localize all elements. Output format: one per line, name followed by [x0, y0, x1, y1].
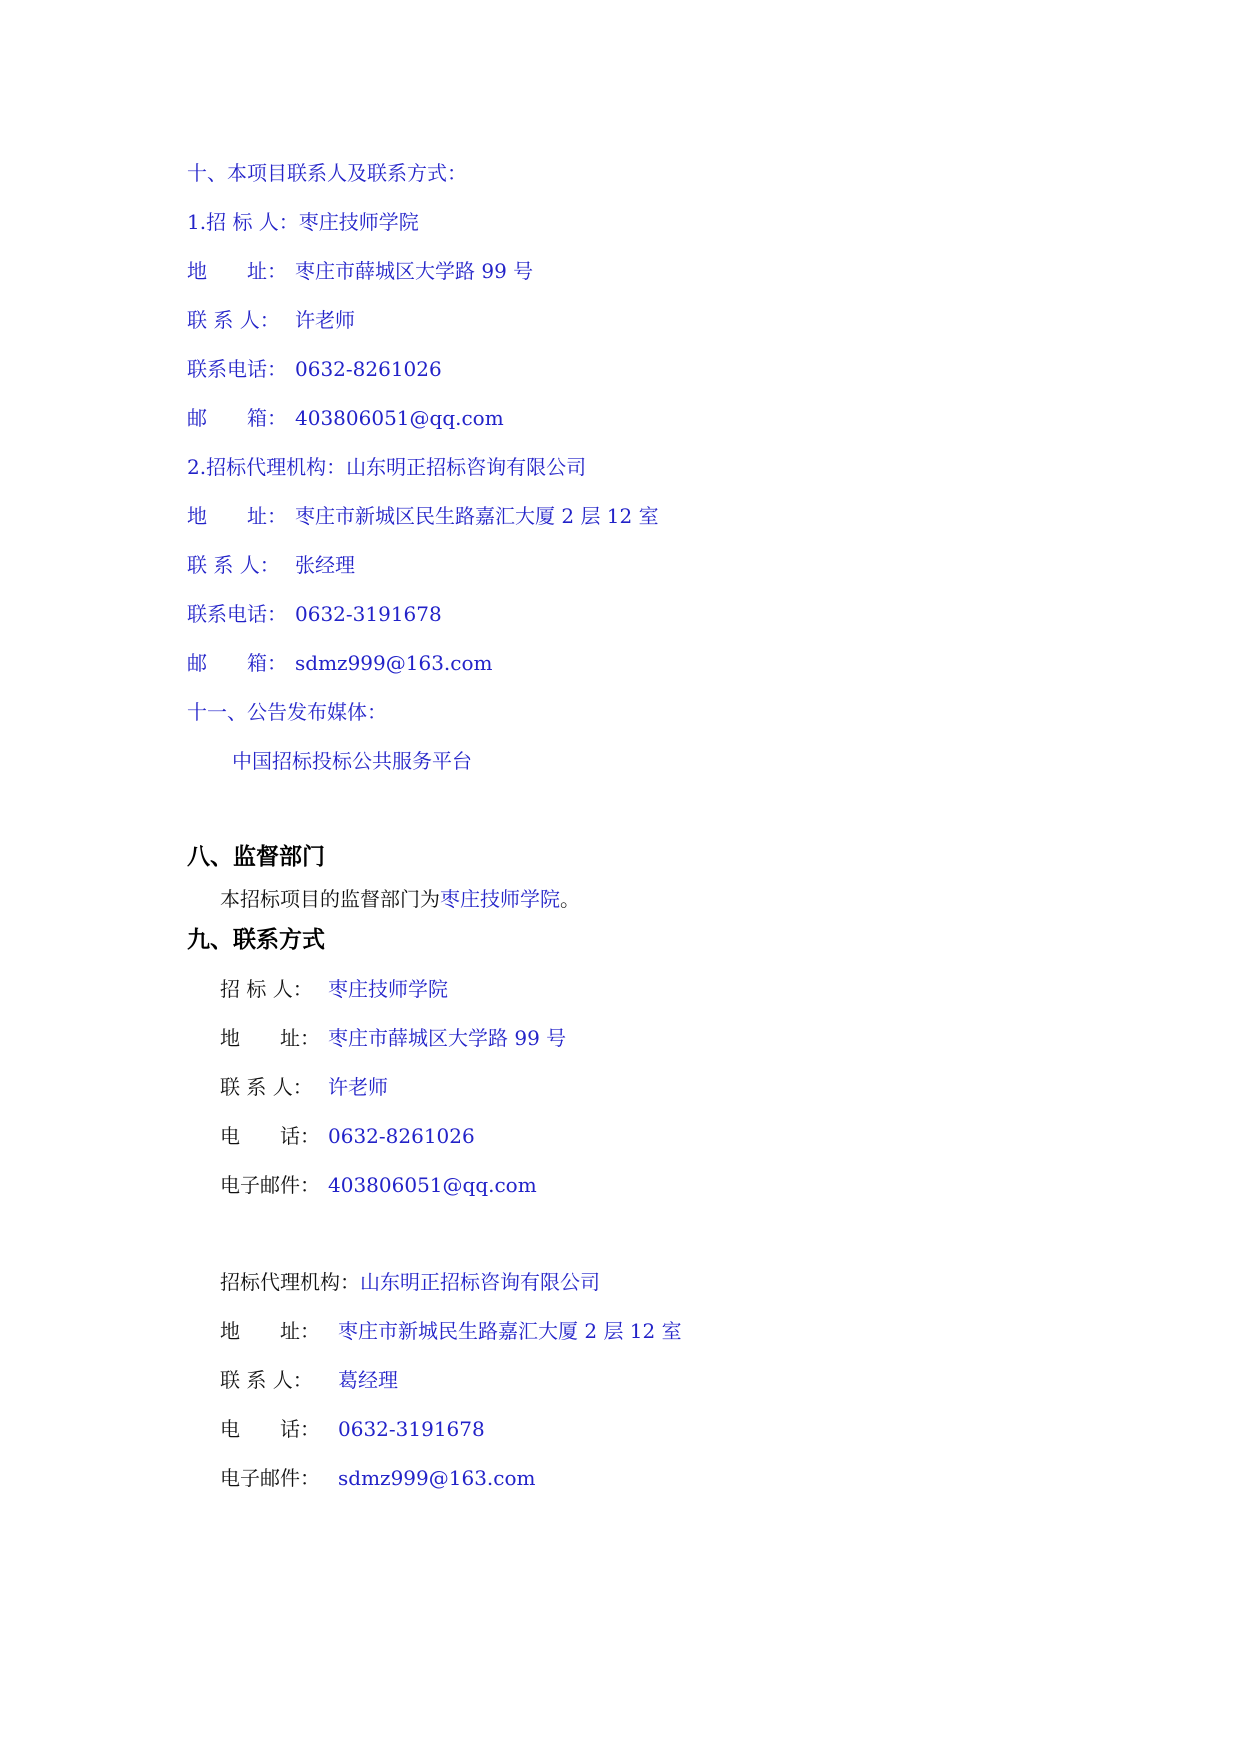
- s9-agency-email-row: [220, 1465, 535, 1491]
- s9-agency-value: 山东明正招标咨询有限公司: [360, 1270, 600, 1294]
- s10-agency-phone: 0632-3191678: [295, 602, 442, 626]
- s10-tenderer-address-row: [187, 258, 533, 284]
- s10-tenderer-email-label: 邮 箱：: [187, 406, 287, 430]
- s9-tenderer-contact-label: 联 系 人：: [220, 1075, 313, 1099]
- s9-tenderer-row: [220, 976, 448, 1002]
- s9-agency-address-label: 地 址：: [220, 1319, 320, 1343]
- s10-tenderer-contact: 许老师: [295, 308, 355, 332]
- section8-text-prefix: 本招标项目的监督部门为: [220, 887, 440, 911]
- s9-agency-row: [220, 1269, 600, 1295]
- s9-tenderer-email-label: 电子邮件：: [220, 1173, 320, 1197]
- s10-agency-email-row: [187, 650, 492, 676]
- s10-tenderer-email-row: [187, 405, 504, 431]
- s10-tenderer-contact-row: [187, 307, 355, 333]
- s10-tenderer-contact-label: 联 系 人：: [187, 308, 280, 332]
- s9-tenderer-phone-label: 电 话：: [220, 1124, 320, 1148]
- s10-agency-contact-label: 联 系 人：: [187, 553, 280, 577]
- s9-tenderer-email-row: [220, 1172, 537, 1198]
- section8-text-org: 枣庄技师学院: [440, 887, 560, 911]
- s10-agency-row: [187, 454, 586, 480]
- s10-tenderer-label: 1.招 标 人：: [187, 210, 299, 234]
- s9-agency-contact-row: [220, 1367, 398, 1393]
- section11-media: 中国招标投标公共服务平台: [232, 749, 472, 773]
- section8-text: [220, 886, 580, 912]
- s9-tenderer-contact-row: [220, 1074, 388, 1100]
- s10-agency-phone-row: [187, 601, 442, 627]
- s9-tenderer-contact: 许老师: [328, 1075, 388, 1099]
- s9-agency-email-link[interactable]: sdmz999@163.com: [338, 1466, 536, 1490]
- s10-agency-phone-label: 联系电话：: [187, 602, 287, 626]
- s10-tenderer-row: [187, 209, 419, 235]
- s9-agency-phone-label: 电 话：: [220, 1417, 320, 1441]
- section9-title: 九、联系方式: [187, 927, 325, 953]
- s10-agency-contact-row: [187, 552, 355, 578]
- s10-agency-contact: 张经理: [295, 553, 355, 577]
- s9-agency-contact: 葛经理: [338, 1368, 398, 1392]
- s9-tenderer-phone: 0632-8261026: [328, 1124, 475, 1148]
- s9-agency-phone-row: [220, 1416, 485, 1442]
- s10-agency-address: 枣庄市新城区民生路嘉汇大厦 2 层 12 室: [295, 504, 659, 528]
- s10-agency-email-link[interactable]: sdmz999@163.com: [295, 651, 493, 675]
- s9-tenderer-phone-row: [220, 1123, 475, 1149]
- s9-tenderer-address-row: [220, 1025, 566, 1051]
- s10-agency-label: 2.招标代理机构：: [187, 455, 347, 479]
- section8-title: 八、监督部门: [187, 844, 325, 870]
- s9-tenderer-email-link[interactable]: 403806051@qq.com: [328, 1173, 537, 1197]
- s10-agency-address-label: 地 址：: [187, 504, 287, 528]
- s9-agency-address: 枣庄市新城民生路嘉汇大厦 2 层 12 室: [338, 1319, 682, 1343]
- s10-tenderer-value: 枣庄技师学院: [298, 210, 419, 234]
- s9-agency-phone: 0632-3191678: [338, 1417, 485, 1441]
- section10-title: 十、本项目联系人及联系方式：: [187, 161, 467, 185]
- s9-tenderer-value: 枣庄技师学院: [328, 977, 448, 1001]
- s9-tenderer-address-label: 地 址：: [220, 1026, 320, 1050]
- section11-title: 十一、公告发布媒体：: [187, 700, 387, 724]
- s9-tenderer-label: 招 标 人：: [220, 977, 313, 1001]
- s10-tenderer-address: 枣庄市薛城区大学路 99 号: [295, 259, 534, 283]
- s9-agency-email-label: 电子邮件：: [220, 1466, 320, 1490]
- s10-agency-address-row: [187, 503, 659, 529]
- s9-agency-label: 招标代理机构：: [220, 1270, 360, 1294]
- section8-text-suffix: 。: [560, 887, 580, 911]
- s10-tenderer-phone: 0632-8261026: [295, 357, 442, 381]
- s10-tenderer-email-link[interactable]: 403806051@qq.com: [295, 406, 504, 430]
- s9-agency-address-row: [220, 1318, 682, 1344]
- s10-agency-email-label: 邮 箱：: [187, 651, 287, 675]
- s9-tenderer-address: 枣庄市薛城区大学路 99 号: [328, 1026, 567, 1050]
- s10-tenderer-phone-label: 联系电话：: [187, 357, 287, 381]
- s9-agency-contact-label: 联 系 人：: [220, 1368, 313, 1392]
- s10-tenderer-address-label: 地 址：: [187, 259, 287, 283]
- s10-agency-value: 山东明正招标咨询有限公司: [346, 455, 587, 479]
- s10-tenderer-phone-row: [187, 356, 442, 382]
